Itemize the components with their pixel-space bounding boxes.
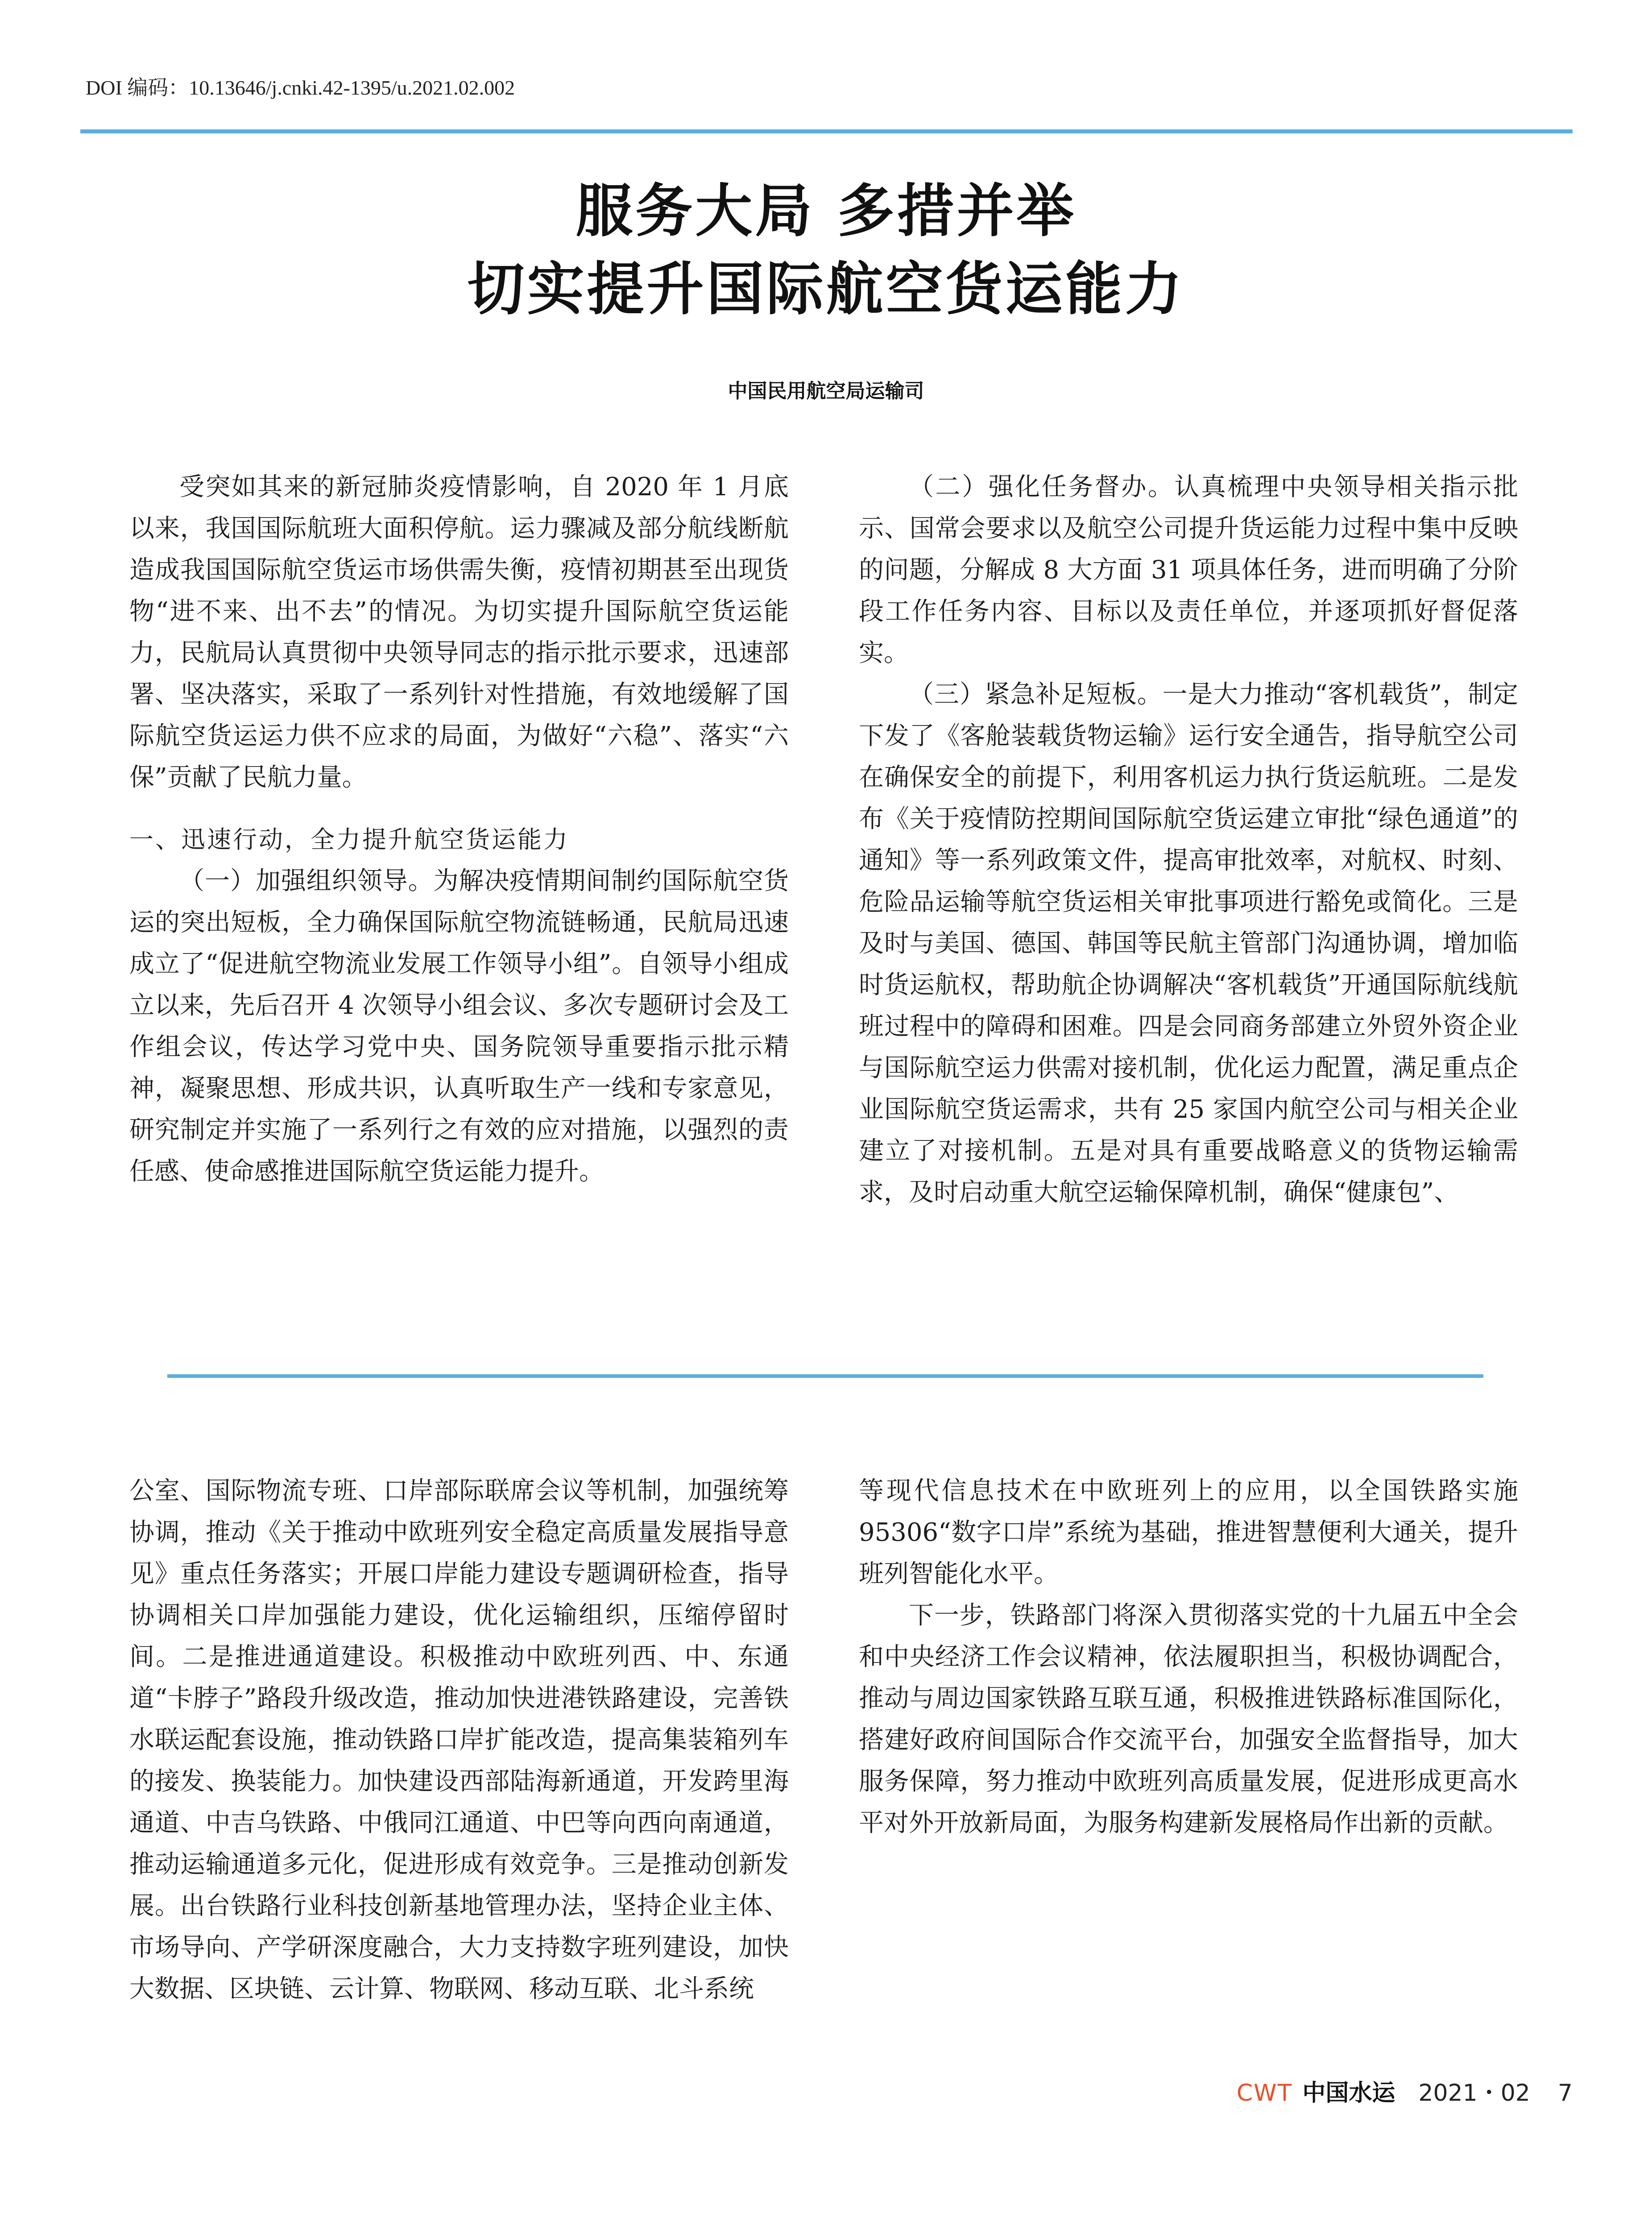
page-footer xyxy=(1237,2074,1573,2107)
issue-number: 2021・02 xyxy=(1418,2080,1530,2107)
brand-logo: CWT xyxy=(1236,2080,1293,2107)
paragraph-continued: 公室、国际物流专班、口岸部际联席会议等机制，加强统筹协调，推动《关于推动中欧班列安全稳定高质量发展指导意见》重点任务落实；开展口岸能力建设专题调研检查，指导协调相关口岸加强能力建设，优化运输组织，压缩停留时间。二是推进通道建设。积极推动中欧班列西、中、东通道“卡脖子”路段升级改造，推动加快进港铁路建设，完善铁水联运配套设施，推动铁路口岸扩能改造，提高集装箱列车的接发、换装能力。加快建设西部陆海新通道，开发跨里海通道、中吉乌铁路、中俄同江通道、中巴等向西向南通道，推动运输通道多元化，促进形成有效竞争。三是推动创新发展。出台铁路行业科技创新基地管理办法，坚持企业主体、市场导向、产学研深度融合，大力支持数字班列建设，加快大数据、区块链、云计算、物联网、移动互联、北斗系统 xyxy=(129,1476,789,2003)
lower-left-column xyxy=(129,1470,789,2010)
article-author: 中国民用航空局运输司 xyxy=(728,380,924,402)
article-title-line1: 服务大局 多措并举 xyxy=(576,178,1076,245)
section-heading-1: 一、迅速行动，全力提升航空货运能力 xyxy=(129,825,569,854)
paragraph-1-2: （二）强化任务督办。认真梳理中央领导相关指示批示、国常会要求以及航空公司提升货运能力过程中集中反映的问题，分解成 8 大方面 31 项具体任务，进而明确了分阶段工作任务内容、目标以及责任单位，并逐项抓好督促落实。 xyxy=(859,473,1518,668)
paragraph-1-3: （三）紧急补足短板。一是大力推动“客机载货”，制定下发了《客舱装载货物运输》运行安全通告，指导航空公司在确保安全的前提下，利用客机运力执行货运航班。二是发布《关于疫情防控期间国际航空货运建立审批“绿色通道”的通知》等一系列政策文件，提高审批效率，对航权、时刻、危险品运输等航空货运相关审批事项进行豁免或简化。三是及时与美国、德国、韩国等民航主管部门沟通协调，增加临时货运航权，帮助航企协调解决“客机载货”开通国际航线航班过程中的障碍和困难。四是会同商务部建立外贸外资企业与国际航空运力供需对接机制，优化运力配置，满足重点企业国际航空货运需求，共有 25 家国内航空公司与相关企业建立了对接机制。五是对具有重要战略意义的货物运输需求，及时启动重大航空运输保障机制，确保“健康包”、 xyxy=(859,680,1518,1207)
article-title-line2: 切实提升国际航空货运能力 xyxy=(467,256,1185,323)
doi-code: DOI 编码：10.13646/j.cnki.42-1395/u.2021.02.002 xyxy=(86,76,515,99)
lower-right-column xyxy=(859,1470,1518,1844)
header-rule xyxy=(80,129,1573,133)
journal-name: 中国水运 xyxy=(1302,2079,1395,2107)
paragraph-intro: 受突如其来的新冠肺炎疫情影响，自 2020 年 1 月底以来，我国国际航班大面积停航。运力骤减及部分航线断航造成我国国际航空货运市场供需失衡，疫情初期甚至出现货物“进不来、出不去”的情况。为切实提升国际航空货运能力，民航局认真贯彻中央领导同志的指示批示要求，迅速部署、坚决落实，采取了一系列针对性措施，有效地缓解了国际航空货运运力供不应求的局面，为做好“六稳”、落实“六保”贡献了民航力量。 xyxy=(129,473,789,792)
paragraph-continued-2: 等现代信息技术在中欧班列上的应用，以全国铁路实施 95306“数字口岸”系统为基础，推进智慧便利大通关，提升班列智能化水平。 xyxy=(859,1476,1518,1588)
page-number: 7 xyxy=(1557,2080,1573,2107)
upper-right-column xyxy=(859,466,1518,1213)
paragraph-1-1: （一）加强组织领导。为解决疫情期间制约国际航空货运的突出短板，全力确保国际航空物流链畅通，民航局迅速成立了“促进航空物流业发展工作领导小组”。自领导小组成立以来，先后召开 4 次领导小组会议、多次专题研讨会及工作组会议，传达学习党中央、国务院领导重要指示批示精神，凝聚思想、形成共识，认真听取生产一线和专家意见，研究制定并实施了一系列行之有效的应对措施，以强烈的责任感、使命感推进国际航空货运能力提升。 xyxy=(129,867,789,1186)
upper-left-column xyxy=(129,466,789,1192)
section-divider xyxy=(167,1374,1483,1378)
paragraph-next-step: 下一步，铁路部门将深入贯彻落实党的十九届五中全会和中央经济工作会议精神，依法履职担当，积极协调配合，推动与周边国家铁路互联互通，积极推进铁路标准国际化，搭建好政府间国际合作交流平台，加强安全监督指导，加大服务保障，努力推动中欧班列高质量发展，促进形成更高水平对外开放新局面，为服务构建新发展格局作出新的贡献。 xyxy=(859,1601,1518,1837)
